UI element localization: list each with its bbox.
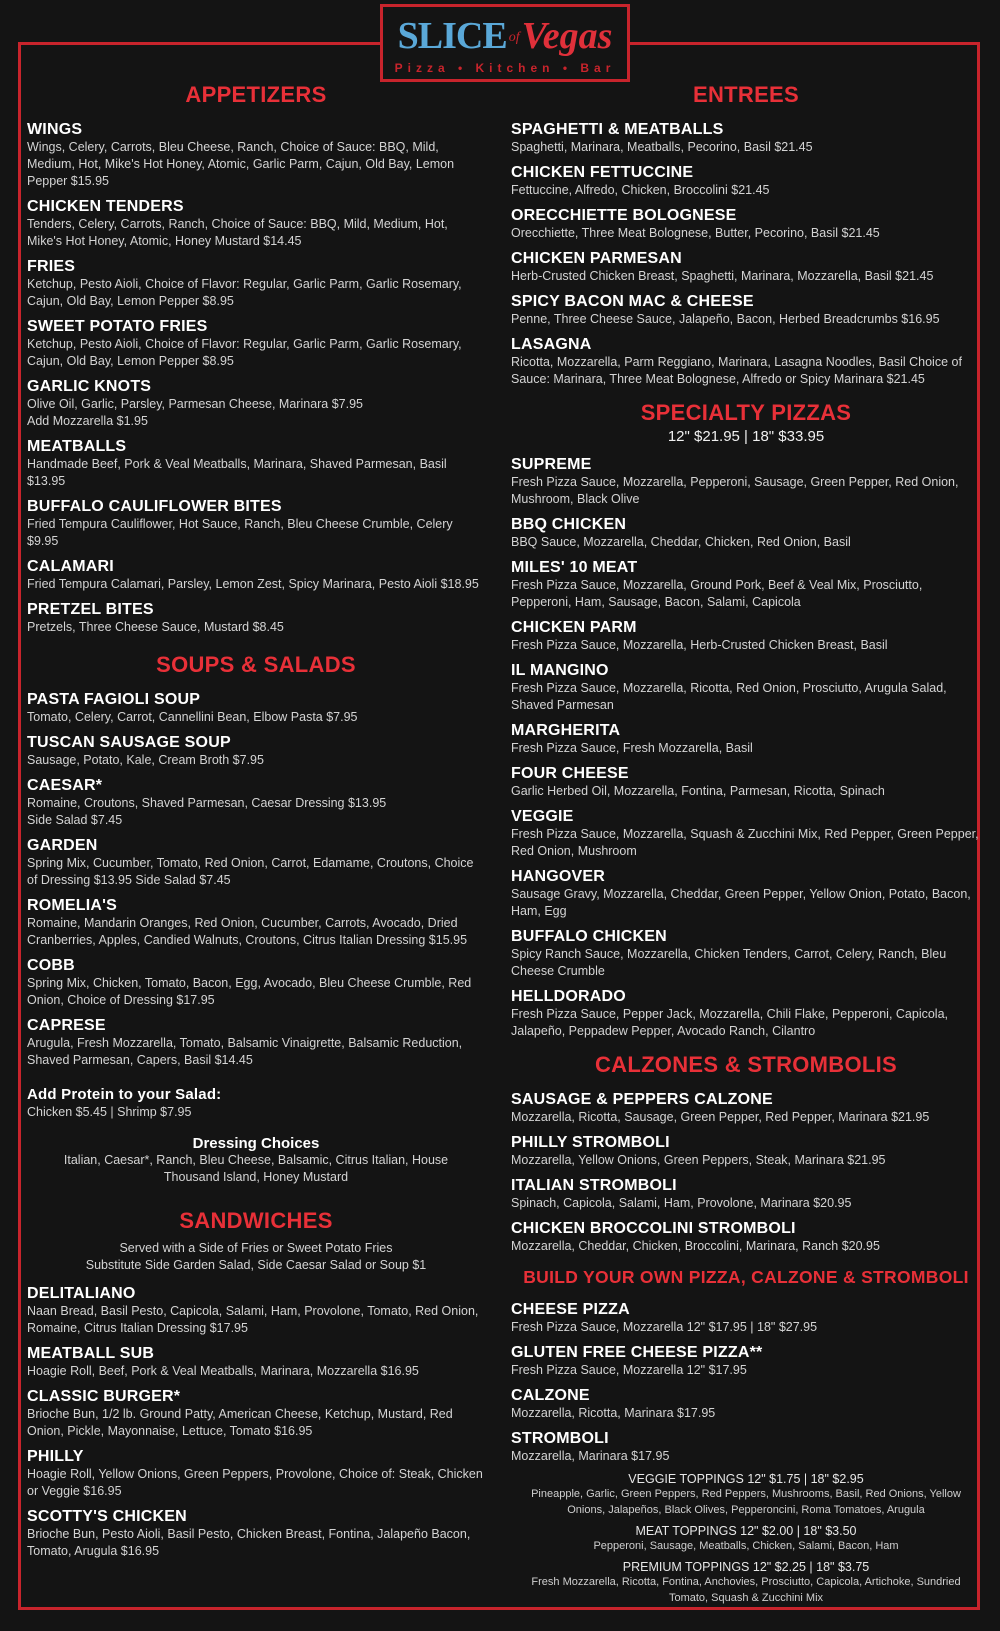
menu-item: [511, 335, 981, 388]
logo-vegas-text: Vegas: [521, 15, 613, 57]
section-title-specialty-pizzas: SPECIALTY PIZZAS: [640, 400, 852, 425]
menu-item: [511, 249, 981, 285]
soups-salads-section: [27, 652, 485, 1186]
premium-toppings-title: PREMIUM TOPPINGS 12" $2.25 | 18" $3.75: [622, 1560, 870, 1574]
menu-item: [27, 557, 485, 593]
menu-item-desc: Romaine, Croutons, Shaved Parmesan, Caesar Dressing $13.95: [27, 796, 387, 810]
menu-item-desc: Tenders, Celery, Carrots, Ranch, Choice of Sauce: BBQ, Mild, Medium, Hot, Mike's Hot Honey, Atomic, Honey Mustard $14.45: [27, 217, 448, 248]
menu-item-desc: Mozzarella, Yellow Onions, Green Peppers, Steak, Marinara $21.95: [511, 1153, 886, 1167]
menu-item-desc: Garlic Herbed Oil, Mozzarella, Fontina, Parmesan, Ricotta, Spinach: [511, 784, 885, 798]
menu-item-desc: Spring Mix, Chicken, Tomato, Bacon, Egg, Avocado, Bleu Cheese Crumble, Red Onion, Choice of Dressing $17.95: [27, 976, 472, 1007]
menu-item-desc: Penne, Three Cheese Sauce, Jalapeño, Bacon, Herbed Breadcrumbs $16.95: [511, 312, 940, 326]
menu-item: [27, 497, 485, 550]
menu-item-name: PRETZEL BITES: [27, 601, 154, 618]
menu-item-name: SUPREME: [511, 456, 592, 473]
menu-item-desc: Sausage Gravy, Mozzarella, Cheddar, Green Pepper, Yellow Onion, Potato, Bacon, Ham, Egg: [511, 887, 971, 918]
menu-item-desc: Fresh Pizza Sauce, Mozzarella, Squash & Zucchini Mix, Red Pepper, Green Pepper, Red Onion, Mushroom: [511, 827, 979, 858]
menu-item-name: GARDEN: [27, 837, 98, 854]
menu-item-name: VEGGIE: [511, 808, 574, 825]
menu-item: [27, 690, 485, 726]
section-title-calzones: CALZONES & STROMBOLIS: [594, 1052, 898, 1077]
menu-item: [511, 515, 981, 551]
menu-item-name: GARLIC KNOTS: [27, 378, 152, 395]
left-column: [27, 82, 485, 1567]
menu-item: [511, 1386, 981, 1422]
menu-item-desc: Pretzels, Three Cheese Sauce, Mustard $8.45: [27, 620, 284, 634]
menu-item-name: MEATBALLS: [27, 438, 127, 455]
menu-item-name: SCOTTY'S CHICKEN: [27, 1508, 187, 1525]
menu-item-name: STROMBOLI: [511, 1430, 609, 1447]
menu-item: [27, 317, 485, 370]
menu-item: [511, 1429, 981, 1465]
menu-item-desc: Brioche Bun, 1/2 lb. Ground Patty, American Cheese, Ketchup, Mustard, Red Onion, Pickle, Mayonnaise, Lettuce, Tomato $16.95: [27, 1407, 453, 1438]
calzones-strombolis-section: [511, 1052, 981, 1255]
menu-item-desc: Orecchiette, Three Meat Bolognese, Butter, Pecorino, Basil $21.45: [511, 226, 880, 240]
menu-item-desc: BBQ Sauce, Mozzarella, Cheddar, Chicken, Red Onion, Basil: [511, 535, 851, 549]
menu-item-desc: Spicy Ranch Sauce, Mozzarella, Chicken Tenders, Carrot, Celery, Ranch, Bleu Cheese Crumble: [511, 947, 947, 978]
restaurant-logo: [380, 4, 630, 82]
menu-item-name: PASTA FAGIOLI SOUP: [27, 691, 201, 708]
menu-item: [27, 776, 485, 829]
menu-item-name: HELLDORADO: [511, 988, 626, 1005]
menu-item-name: COBB: [27, 957, 75, 974]
menu-item-name: CAPRESE: [27, 1017, 106, 1034]
menu-item-name: CHEESE PIZZA: [511, 1301, 630, 1318]
menu-item: [511, 1300, 981, 1336]
menu-item-name: MEATBALL SUB: [27, 1345, 155, 1362]
specialty-pizza-prices: 12" $21.95 | 18" $33.95: [667, 428, 825, 445]
menu-item-name: FOUR CHEESE: [511, 765, 629, 782]
menu-item-name: TUSCAN SAUSAGE SOUP: [27, 734, 231, 751]
menu-item-desc: Hoagie Roll, Beef, Pork & Veal Meatballs, Marinara, Mozzarella $16.95: [27, 1364, 419, 1378]
menu-item: [511, 867, 981, 920]
menu-item-name: MILES' 10 MEAT: [511, 559, 638, 576]
menu-item-desc: Fresh Pizza Sauce, Mozzarella, Ground Pork, Beef & Veal Mix, Prosciutto, Pepperoni, Ham, Sausage, Bacon, Salami, Capicola: [511, 578, 923, 609]
menu-item-desc: Arugula, Fresh Mozzarella, Tomato, Balsamic Vinaigrette, Balsamic Reduction, Shaved Parmesan, Capers, Basil $14.45: [27, 1036, 463, 1067]
menu-item: [511, 721, 981, 757]
menu-item-name: PHILLY STROMBOLI: [511, 1134, 670, 1151]
protein-desc: Chicken $5.45 | Shrimp $7.95: [27, 1105, 192, 1119]
menu-item-name: BUFFALO CHICKEN: [511, 928, 667, 945]
menu-item: [27, 1016, 485, 1069]
menu-item-desc: Fresh Pizza Sauce, Mozzarella, Pepperoni, Sausage, Green Pepper, Red Onion, Mushroom, Black Olive: [511, 475, 959, 506]
menu-item-addon: Side Salad $7.45: [27, 813, 123, 827]
menu-item: [511, 558, 981, 611]
menu-item: [27, 1507, 485, 1560]
menu-item-desc: Wings, Celery, Carrots, Bleu Cheese, Ranch, Choice of Sauce: BBQ, Mild, Medium, Hot, Mike's Hot Honey, Atomic, Garlic Parm, Cajun, Old Bay, Lemon Pepper $15.95: [27, 140, 455, 188]
menu-item: [511, 1219, 981, 1255]
menu-item-name: ITALIAN STROMBOLI: [511, 1177, 677, 1194]
menu-item-desc: Mozzarella, Cheddar, Chicken, Broccolini, Marinara, Ranch $20.95: [511, 1239, 880, 1253]
menu-item-desc: Spring Mix, Cucumber, Tomato, Red Onion, Carrot, Edamame, Croutons, Choice of Dressing $13.95 Side Salad $7.45: [27, 856, 474, 887]
menu-item-name: SPAGHETTI & MEATBALLS: [511, 121, 724, 138]
menu-item-desc: Brioche Bun, Pesto Aioli, Basil Pesto, Chicken Breast, Fontina, Jalapeño Bacon, Tomato, Arugula $16.95: [27, 1527, 471, 1558]
menu-item: [511, 1176, 981, 1212]
menu-item-name: LASAGNA: [511, 336, 592, 353]
menu-item-name: CLASSIC BURGER*: [27, 1388, 181, 1405]
menu-item-desc: Tomato, Celery, Carrot, Cannellini Bean, Elbow Pasta $7.95: [27, 710, 358, 724]
menu-item: [27, 1344, 485, 1380]
menu-item-desc: Sausage, Potato, Kale, Cream Broth $7.95: [27, 753, 264, 767]
menu-item-desc: Ketchup, Pesto Aioli, Choice of Flavor: Regular, Garlic Parm, Garlic Rosemary, Cajun, Old Bay, Lemon Pepper $8.95: [27, 277, 462, 308]
dressing-title: Dressing Choices: [192, 1135, 320, 1152]
menu-item: [27, 733, 485, 769]
menu-item-name: GLUTEN FREE CHEESE PIZZA**: [511, 1344, 763, 1361]
veggie-toppings-list: Pineapple, Garlic, Green Peppers, Red Peppers, Mushrooms, Basil, Red Onions, Yellow Onions, Jalapeños, Black Olives, Pepperoncini, Roma Tomatoes, Arugula: [531, 1488, 961, 1516]
logo-of-text: of: [508, 29, 520, 45]
menu-item-desc: Fresh Pizza Sauce, Mozzarella, Herb-Crusted Chicken Breast, Basil: [511, 638, 888, 652]
menu-item: [511, 661, 981, 714]
menu-item-name: CALAMARI: [27, 558, 114, 575]
menu-item-desc: Ketchup, Pesto Aioli, Choice of Flavor: Regular, Garlic Parm, Garlic Rosemary, Cajun, Old Bay, Lemon Pepper $8.95: [27, 337, 462, 368]
build-your-own-section: [511, 1267, 981, 1606]
specialty-pizzas-section: [511, 400, 981, 1040]
dressing-desc: Italian, Caesar*, Ranch, Bleu Cheese, Balsamic, Citrus Italian, House Thousand Island, Honey Mustard: [63, 1153, 449, 1184]
menu-item-name: CHICKEN TENDERS: [27, 198, 184, 215]
menu-item: [27, 956, 485, 1009]
logo-slice-text: SLICE: [397, 15, 507, 57]
menu-item-desc: Spaghetti, Marinara, Meatballs, Pecorino, Basil $21.45: [511, 140, 813, 154]
menu-item-desc: Herb-Crusted Chicken Breast, Spaghetti, Marinara, Mozzarella, Basil $21.45: [511, 269, 934, 283]
menu-item: [511, 807, 981, 860]
menu-item: [511, 987, 981, 1040]
menu-item: [511, 120, 981, 156]
menu-item-desc: Handmade Beef, Pork & Veal Meatballs, Marinara, Shaved Parmesan, Basil $13.95: [27, 457, 447, 488]
menu-item-desc: Fettuccine, Alfredo, Chicken, Broccolini $21.45: [511, 183, 770, 197]
menu-item: [27, 600, 485, 636]
sandwiches-section: [27, 1208, 485, 1560]
menu-item-name: MARGHERITA: [511, 722, 621, 739]
menu-item-name: CHICKEN FETTUCCINE: [511, 164, 694, 181]
menu-item-name: PHILLY: [27, 1448, 84, 1465]
menu-item-name: CHICKEN PARM: [511, 619, 637, 636]
menu-item: [511, 206, 981, 242]
menu-item: [27, 257, 485, 310]
menu-item-desc: Ricotta, Mozzarella, Parm Reggiano, Marinara, Lasagna Noodles, Basil Choice of Sauce: Marinara, Three Meat Bolognese, Alfredo or Spicy Marinara $21.45: [511, 355, 962, 386]
menu-item-name: FRIES: [27, 258, 76, 275]
menu-item-desc: Mozzarella, Marinara $17.95: [511, 1449, 670, 1463]
sandwiches-note: Served with a Side of Fries or Sweet Potato Fries: [119, 1241, 393, 1255]
menu-item: [27, 896, 485, 949]
section-title-build-your-own: BUILD YOUR OWN PIZZA, CALZONE & STROMBOLI: [523, 1267, 969, 1287]
menu-item-name: WINGS: [27, 121, 83, 138]
menu-item-desc: Fried Tempura Calamari, Parsley, Lemon Zest, Spicy Marinara, Pesto Aioli $18.95: [27, 577, 479, 591]
veggie-toppings-title: VEGGIE TOPPINGS 12" $1.75 | 18" $2.95: [628, 1472, 864, 1486]
menu-item-name: HANGOVER: [511, 868, 606, 885]
menu-item: [511, 764, 981, 800]
menu-item-name: CALZONE: [511, 1387, 590, 1404]
menu-item: [27, 377, 485, 430]
protein-addon: [27, 1085, 485, 1121]
entrees-section: [511, 82, 981, 388]
menu-item: [511, 1343, 981, 1379]
menu-item: [511, 455, 981, 508]
menu-item: [511, 1133, 981, 1169]
menu-item-name: SAUSAGE & PEPPERS CALZONE: [511, 1091, 773, 1108]
protein-title: Add Protein to your Salad:: [27, 1086, 222, 1103]
menu-item-desc: Mozzarella, Ricotta, Sausage, Green Pepper, Red Pepper, Marinara $21.95: [511, 1110, 930, 1124]
menu-item: [27, 1447, 485, 1500]
menu-item: [27, 197, 485, 250]
section-title-entrees: ENTREES: [692, 82, 799, 107]
menu-item-name: CAESAR*: [27, 777, 103, 794]
premium-toppings-list: Fresh Mozzarella, Ricotta, Fontina, Anchovies, Prosciutto, Capicola, Artichoke, Sundried Tomato, Squash & Zucchini Mix: [531, 1576, 961, 1604]
right-column: [511, 82, 981, 1606]
menu-item: [27, 1284, 485, 1337]
menu-item-desc: Naan Bread, Basil Pesto, Capicola, Salami, Ham, Provolone, Tomato, Red Onion, Romaine, Citrus Italian Dressing $17.95: [27, 1304, 479, 1335]
menu-item-desc: Fresh Pizza Sauce, Mozzarella 12" $17.95: [511, 1363, 747, 1377]
meat-toppings-list: Pepperoni, Sausage, Meatballs, Chicken, Salami, Bacon, Ham: [593, 1540, 899, 1552]
menu-item-desc: Mozzarella, Ricotta, Marinara $17.95: [511, 1406, 716, 1420]
menu-item-name: CHICKEN PARMESAN: [511, 250, 682, 267]
menu-item-desc: Fresh Pizza Sauce, Mozzarella, Ricotta, Red Onion, Prosciutto, Arugula Salad, Shaved Parmesan: [511, 681, 947, 712]
menu-item: [511, 163, 981, 199]
section-title-soups-salads: SOUPS & SALADS: [156, 652, 356, 677]
section-title-sandwiches: SANDWICHES: [179, 1208, 333, 1233]
menu-item-name: SWEET POTATO FRIES: [27, 318, 208, 335]
menu-item-desc: Spinach, Capicola, Salami, Ham, Provolone, Marinara $20.95: [511, 1196, 852, 1210]
menu-item-name: ROMELIA'S: [27, 897, 118, 914]
menu-item: [27, 1387, 485, 1440]
menu-item-desc: Fresh Pizza Sauce, Pepper Jack, Mozzarella, Chili Flake, Pepperoni, Capicola, Jalapeño, Peppadew Pepper, Avocado Ranch, Cilantro: [511, 1007, 949, 1038]
menu-item: [27, 437, 485, 490]
menu-item-addon: Add Mozzarella $1.95: [27, 414, 148, 428]
menu-item-desc: Hoagie Roll, Yellow Onions, Green Peppers, Provolone, Choice of: Steak, Chicken or Veggie $16.95: [27, 1467, 483, 1498]
menu-item: [511, 927, 981, 980]
menu-item-name: DELITALIANO: [27, 1285, 136, 1302]
menu-item: [27, 120, 485, 190]
sandwiches-note: Substitute Side Garden Salad, Side Caesar Salad or Soup $1: [85, 1258, 427, 1272]
menu-item: [511, 618, 981, 654]
appetizers-section: [27, 82, 485, 636]
menu-item-desc: Fresh Pizza Sauce, Fresh Mozzarella, Basil: [511, 741, 753, 755]
menu-item-name: BBQ CHICKEN: [511, 516, 627, 533]
menu-item-name: IL MANGINO: [511, 662, 609, 679]
menu-item-name: ORECCHIETTE BOLOGNESE: [511, 207, 737, 224]
menu-item: [511, 292, 981, 328]
menu-item-desc: Romaine, Mandarin Oranges, Red Onion, Cucumber, Carrots, Avocado, Dried Cranberries, Apples, Candied Walnuts, Croutons, Citrus Italian Dressing $15.95: [27, 916, 468, 947]
menu-item: [27, 836, 485, 889]
menu-item: [511, 1090, 981, 1126]
menu-item-desc: Fresh Pizza Sauce, Mozzarella 12" $17.95 | 18" $27.95: [511, 1320, 818, 1334]
meat-toppings-title: MEAT TOPPINGS 12" $2.00 | 18" $3.50: [635, 1524, 857, 1538]
menu-item-name: CHICKEN BROCCOLINI STROMBOLI: [511, 1220, 796, 1237]
section-title-appetizers: APPETIZERS: [185, 82, 327, 107]
menu-item-desc: Olive Oil, Garlic, Parsley, Parmesan Cheese, Marinara $7.95: [27, 397, 364, 411]
menu-item-name: BUFFALO CAULIFLOWER BITES: [27, 498, 282, 515]
menu-item-desc: Fried Tempura Cauliflower, Hot Sauce, Ranch, Bleu Cheese Crumble, Celery $9.95: [27, 517, 453, 548]
logo-tagline: Pizza • Kitchen • Bar: [394, 60, 616, 75]
menu-item-name: SPICY BACON MAC & CHEESE: [511, 293, 754, 310]
